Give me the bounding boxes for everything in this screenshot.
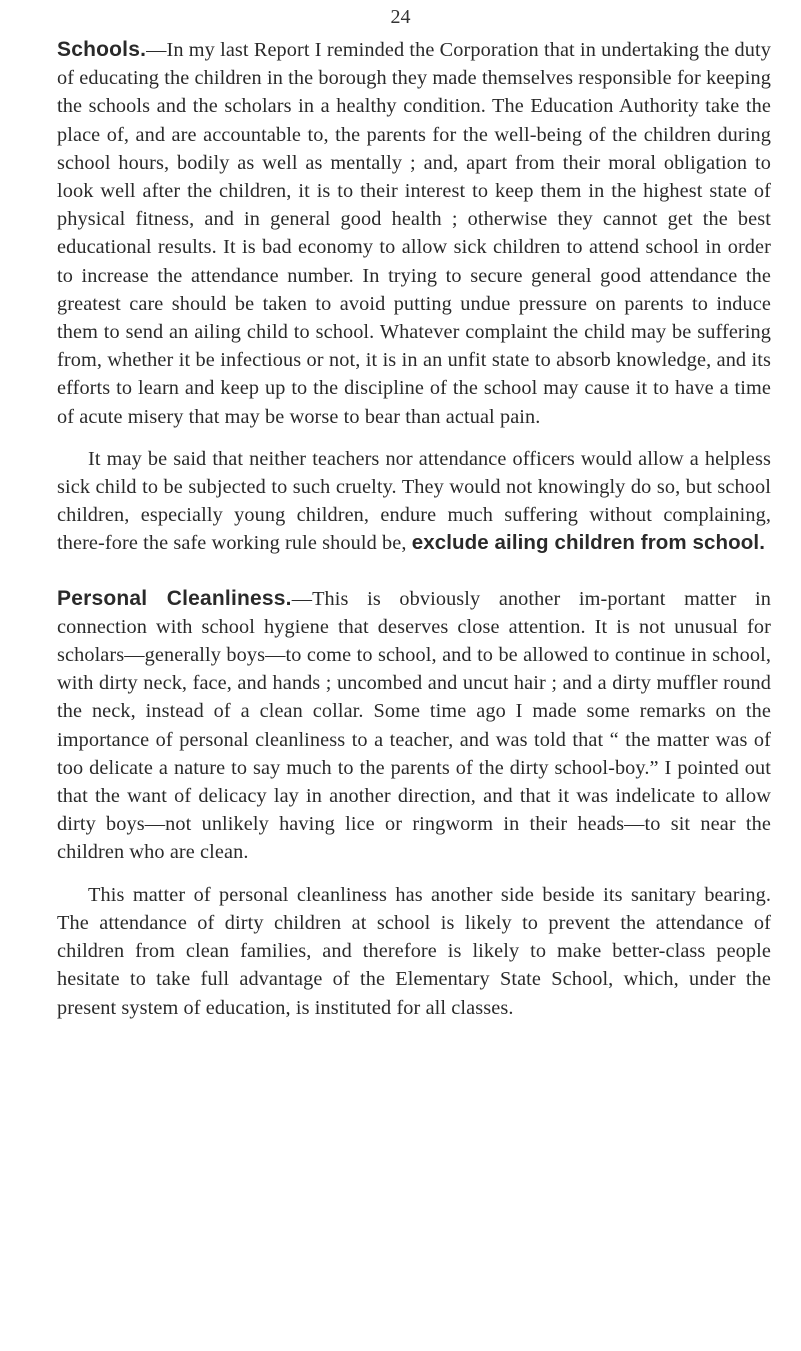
emphasis-text: exclude ailing children from school.	[411, 531, 766, 555]
paragraph-text: —In my last Report I reminded the Corporation that in undertaking the duty of educating the children in the borough they made themselves responsible for keeping the schools and the scholars in a healthy condition. The Education Authority take the place of, and are accountable to, the parents for the well-being of the children during school hours, bodily as well as mentally ; and, apart from their moral obligation to look well after the children, it is to their interest to keep them in the highest state of physical fitness, and in general good health ; otherwise they cannot get the best educational results. It is bad economy to allow sick children to attend school in order to increase the attendance number. In trying to secure general good attendance the greatest care should be taken to avoid putting undue pressure on parents to induce them to send an ailing child to school. Whatever complaint the child may be suffering from, whether it be infectious or not, it is in an unfit state to absorb knowledge, and its efforts to learn and keep up to the discipline of the school may cause it to have a time of acute misery that may be worse to bear than actual pain.	[57, 39, 771, 428]
section-heading-schools: Schools.	[57, 38, 147, 61]
paragraph-text: It may be said that neither teachers nor attendance officers would allow a helpless sick child to be subjected to such cruelty. They would not knowingly do so, but school children, especially young children, endure much suffering without complaining, there-fore the safe working rule should be,	[57, 447, 771, 555]
paragraph-sanitary-bearing	[57, 881, 771, 1022]
paragraph-schools	[57, 36, 771, 431]
paragraph-text: This matter of personal cleanliness has another side beside its sanitary bearing. The attendance of dirty children at school is likely to prevent the attendance of children from clean families, and therefore is likely to make better-class people hesitate to take full advantage of the Elementary State School, which, under the present system of education, is instituted for all classes.	[57, 883, 771, 1019]
section-heading-personal-cleanliness: Personal Cleanliness.	[57, 586, 292, 610]
body-text	[57, 36, 771, 1022]
page-number: 24	[390, 6, 411, 28]
paragraph-text: —This is obviously another im-portant matter in connection with school hygiene that deserves close attention. It is not unusual for scholars—generally boys—to come to school, and to be allowed to continue in school, with dirty neck, face, and hands ; uncombed and uncut hair ; and a dirty muffler round the neck, instead of a clean collar. Some time ago I made some remarks on the importance of personal cleanliness to a teacher, and was told that “ the matter was of too delicate a nature to say much to the parents of the dirty school-boy.” I pointed out that the want of delicacy lay in another direction, and that it was indelicate to allow dirty boys—not unlikely having lice or ringworm in their heads—to sit near the children who are clean.	[57, 587, 772, 864]
paragraph-personal-cleanliness	[57, 585, 771, 867]
paragraph-sick-children	[57, 445, 771, 558]
